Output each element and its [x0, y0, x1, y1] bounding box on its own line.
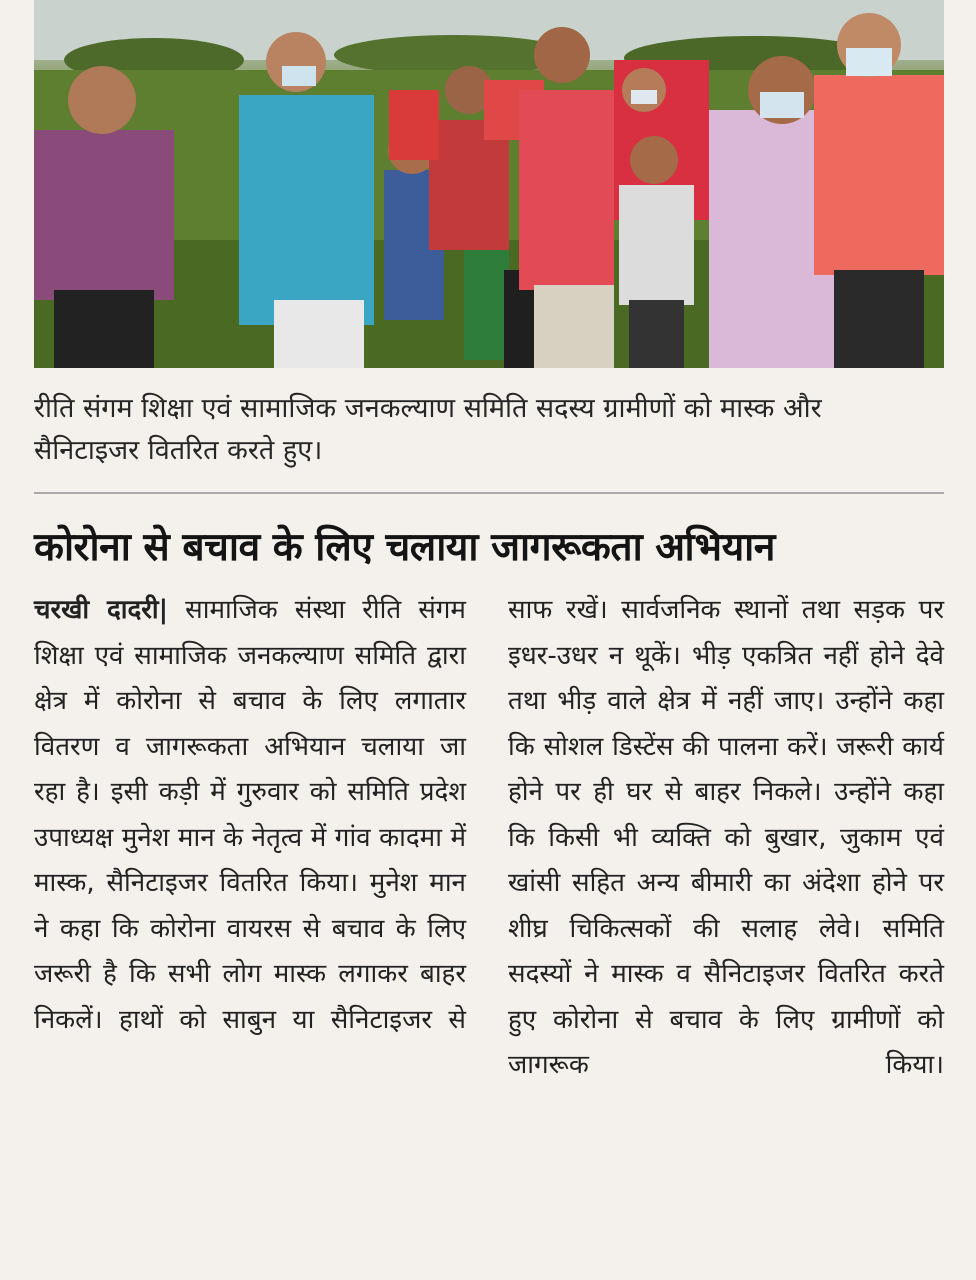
- news-photo: [34, 0, 944, 368]
- article-body-left: सामाजिक संस्था रीति संगम शिक्षा एवं सामाजिक जनकल्याण समिति द्वारा क्षेत्र में कोरोना से बचाव के लिए लगातार वितरण व जागरूकता अभियान चलाया जा रहा है। इसी कड़ी में गुरुवार को समिति प्रदेश उपाध्यक्ष मुनेश मान के नेतृत्व में गांव कादमा में मास्क, सैनिटाइजर वितरित किया। मुनेश मान ने कहा कि कोरोना वायरस से बचाव के लिए जरूरी है कि सभी लोग मास्क लगाकर बाहर निकलें। हाथों को साबुन या सैनिटाइजर से: [34, 595, 466, 1035]
- photo-caption: रीति संगम शिक्षा एवं सामाजिक जनकल्याण समिति सदस्य ग्रामीणों को मास्क और सैनिटाइजर वितरित करते हुए।: [34, 393, 822, 466]
- article-column-left: [34, 588, 466, 1043]
- article-headline: कोरोना से बचाव के लिए चलाया जागरूकता अभियान: [34, 525, 775, 570]
- article-column-right: [508, 588, 944, 1089]
- section-divider: [34, 492, 944, 494]
- dateline: चरखी दादरी|: [34, 595, 169, 625]
- article-body-right: साफ रखें। सार्वजनिक स्थानों तथा सड़क पर इधर-उधर न थूकें। भीड़ एकत्रित नहीं होने देवे तथा भीड़ वाले क्षेत्र में नहीं जाए। उन्होंने कहा कि सोशल डिस्टेंस की पालना करें। जरूरी कार्य होने पर ही घर से बाहर निकले। उन्होंने कहा कि किसी भी व्यक्ति को बुखार, जुकाम एवं खांसी सहित अन्य बीमारी का अंदेशा होने पर शीघ्र चिकित्सकों की सलाह लेवे। समिति सदस्यों ने मास्क व सैनिटाइजर वितरित करते हुए कोरोना से बचाव के लिए ग्रामीणों को जागरूक किया।: [508, 595, 944, 1080]
- group-photo-icon: [34, 0, 944, 368]
